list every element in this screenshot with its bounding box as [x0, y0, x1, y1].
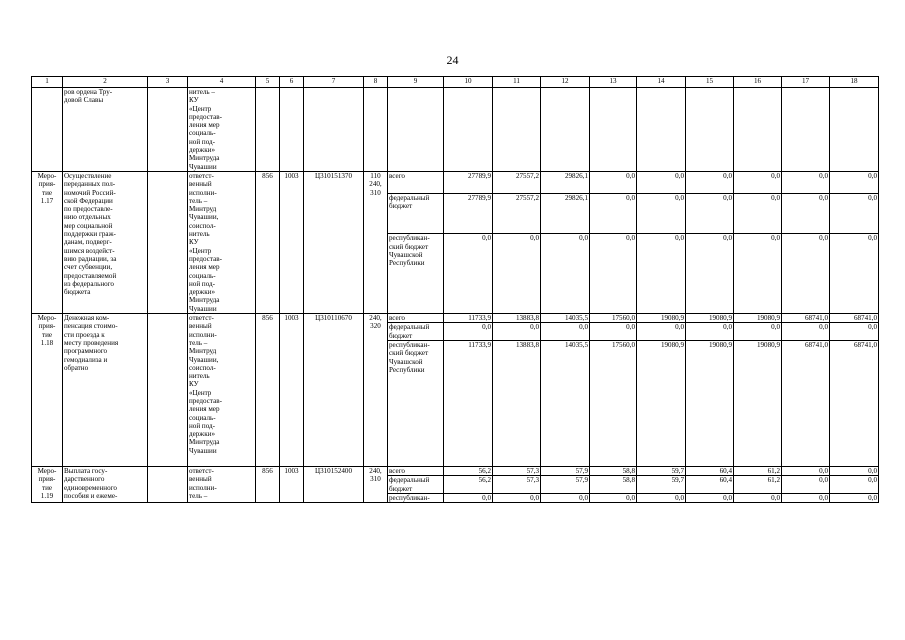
text-line: нитель –	[189, 88, 215, 96]
target-article-code: Ц310152400	[304, 466, 364, 502]
table-cell	[188, 88, 256, 172]
value-cell: 0,0	[734, 323, 782, 341]
value-cell: 0,0	[541, 234, 590, 314]
value-cell: 68741,0	[830, 340, 879, 466]
text-line: 1.19	[40, 491, 54, 500]
value-cell: 0,0	[782, 466, 830, 475]
value-cell: 13883,8	[493, 340, 541, 466]
table-cell	[637, 88, 686, 172]
table-cell	[364, 88, 388, 172]
text-line: соиспол-	[189, 221, 216, 230]
value-cell: 0,0	[686, 193, 734, 234]
text-line: вию радиации, за	[64, 254, 117, 263]
value-cell: 0,0	[734, 493, 782, 502]
activity-name	[63, 466, 148, 502]
text-line: шимся воздейст-	[64, 246, 115, 255]
text-line: Республики	[389, 259, 425, 268]
value-cell: 0,0	[830, 234, 879, 314]
value-cell: 58,8	[590, 476, 637, 494]
value-cell: 59,7	[637, 476, 686, 494]
expense-type-code	[364, 171, 388, 313]
text-line: ления мер	[189, 263, 220, 272]
grbs-code: 856	[256, 466, 280, 502]
text-line: тель –	[189, 491, 208, 500]
value-cell: 0,0	[782, 476, 830, 494]
value-cell: 0,0	[590, 323, 637, 341]
text-line: держки»	[189, 288, 215, 297]
value-cell: 57,3	[493, 476, 541, 494]
table-cell	[388, 88, 444, 172]
text-line: 240,	[369, 466, 382, 475]
value-cell: 56,2	[444, 466, 493, 475]
column-number: 17	[782, 77, 830, 88]
text-line: дарственного	[64, 475, 105, 484]
text-line: держки»	[189, 146, 215, 155]
value-cell: 11733,9	[444, 314, 493, 323]
text-line: республикан-	[389, 493, 430, 502]
text-line: Республики	[389, 365, 425, 374]
text-line: 240,	[369, 314, 382, 323]
value-cell: 0,0	[830, 323, 879, 341]
value-cell: 19080,9	[734, 340, 782, 466]
text-line: КУ	[189, 380, 199, 389]
column-number: 8	[364, 77, 388, 88]
funding-source	[388, 171, 444, 193]
text-line: Минтруда	[189, 296, 220, 305]
text-line: нию отдельных	[64, 213, 111, 222]
section-code: 1003	[280, 314, 304, 467]
funding-source	[388, 314, 444, 323]
value-cell: 0,0	[734, 171, 782, 193]
text-line: Осуществление	[64, 171, 112, 180]
value-cell: 60,4	[686, 466, 734, 475]
value-cell: 27789,9	[444, 171, 493, 193]
text-line: поддержки граж-	[64, 230, 116, 239]
value-cell: 14035,5	[541, 314, 590, 323]
expense-type-code	[364, 314, 388, 467]
value-cell: 0,0	[444, 234, 493, 314]
funding-source	[388, 476, 444, 494]
activity-number	[32, 466, 63, 502]
column-number: 2	[63, 77, 148, 88]
text-line: исполни-	[189, 483, 217, 492]
responsible-executor	[188, 466, 256, 502]
value-cell: 0,0	[686, 323, 734, 341]
text-line: ления мер	[189, 121, 220, 130]
value-cell: 0,0	[444, 323, 493, 341]
funding-source	[388, 466, 444, 475]
text-line: социаль-	[189, 271, 216, 280]
text-line: федеральный	[389, 476, 430, 485]
value-cell: 0,0	[493, 493, 541, 502]
section-code: 1003	[280, 171, 304, 313]
table-cell	[304, 88, 364, 172]
text-line: тие	[41, 330, 53, 339]
text-line: 110	[370, 171, 381, 180]
column-number: 12	[541, 77, 590, 88]
text-line: КУ	[189, 238, 199, 247]
text-line: Меро-	[37, 171, 57, 180]
text-line: Чувашии	[189, 304, 217, 313]
value-cell: 0,0	[637, 493, 686, 502]
value-cell: 0,0	[830, 493, 879, 502]
text-line: всего	[389, 171, 405, 180]
text-line: социаль-	[189, 129, 216, 138]
value-cell: 19080,9	[637, 314, 686, 323]
text-line: обратно	[64, 363, 89, 372]
value-cell: 0,0	[782, 171, 830, 193]
value-cell: 13883,8	[493, 314, 541, 323]
column-number: 14	[637, 77, 686, 88]
value-cell: 0,0	[590, 193, 637, 234]
value-cell: 0,0	[782, 493, 830, 502]
column-number: 15	[686, 77, 734, 88]
text-line: предостав-	[189, 112, 222, 121]
text-line: предостав-	[189, 396, 222, 405]
value-cell: 19080,9	[686, 314, 734, 323]
text-line: 310	[370, 188, 381, 197]
text-line: тель –	[189, 338, 208, 347]
column-number: 9	[388, 77, 444, 88]
text-line: Меро-	[37, 314, 57, 323]
text-line: ский бюджет	[389, 242, 429, 251]
column-number: 7	[304, 77, 364, 88]
text-line: месту проведения	[64, 338, 119, 347]
value-cell: 29826,1	[541, 193, 590, 234]
target-article-code: Ц310110670	[304, 314, 364, 467]
value-cell: 0,0	[493, 323, 541, 341]
activity-name	[63, 314, 148, 467]
budget-table	[31, 76, 879, 503]
text-line: Денежная ком-	[64, 314, 110, 323]
text-line: соиспол-	[189, 363, 216, 372]
continuation-row	[32, 88, 879, 172]
value-cell: 0,0	[734, 234, 782, 314]
text-line: прия-	[38, 475, 56, 484]
value-cell: 14035,5	[541, 340, 590, 466]
grbs-code: 856	[256, 314, 280, 467]
value-cell: 0,0	[686, 171, 734, 193]
text-line: бюджет	[389, 201, 413, 210]
table-cell	[256, 88, 280, 172]
funding-source	[388, 193, 444, 234]
value-cell: 0,0	[590, 493, 637, 502]
text-line: программного	[64, 347, 108, 356]
text-line: 320	[370, 322, 381, 331]
text-line: ответст-	[189, 314, 214, 323]
text-line: Меро-	[37, 466, 57, 475]
text-line: Чувашии,	[189, 355, 219, 364]
text-line: 1.18	[40, 338, 54, 347]
text-line: республикан-	[389, 234, 430, 243]
activity-number	[32, 171, 63, 313]
text-line: гемодиализа и	[64, 355, 108, 364]
text-line: Минтруд	[189, 347, 217, 356]
column-number: 1	[32, 77, 63, 88]
column-number: 11	[493, 77, 541, 88]
grbs-code: 856	[256, 171, 280, 313]
text-line: «Центр	[189, 388, 212, 397]
value-cell: 61,2	[734, 466, 782, 475]
text-line: Минтруда	[189, 154, 220, 163]
value-cell: 0,0	[830, 476, 879, 494]
text-line: тель –	[189, 196, 208, 205]
funding-source	[388, 323, 444, 341]
text-line: прия-	[38, 322, 56, 331]
text-line: социаль-	[189, 413, 216, 422]
value-cell: 19080,9	[637, 340, 686, 466]
value-cell: 27789,9	[444, 193, 493, 234]
value-cell: 0,0	[782, 234, 830, 314]
value-cell: 58,8	[590, 466, 637, 475]
value-cell: 17560,0	[590, 314, 637, 323]
text-line: бюджета	[64, 288, 91, 297]
value-cell: 61,2	[734, 476, 782, 494]
text-line: 240,	[369, 180, 382, 189]
value-cell: 0,0	[444, 493, 493, 502]
text-line: Чувашии,	[189, 213, 219, 222]
value-cell: 0,0	[830, 466, 879, 475]
text-line: федеральный	[389, 193, 430, 202]
value-cell: 0,0	[686, 234, 734, 314]
value-cell: 0,0	[541, 323, 590, 341]
funding-source	[388, 493, 444, 502]
table-cell	[63, 88, 148, 172]
text-line: пенсация стоимо-	[64, 322, 118, 331]
text-line: нитель	[189, 230, 210, 239]
value-cell: 68741,0	[830, 314, 879, 323]
activity-number	[32, 314, 63, 467]
value-cell: 27557,2	[493, 193, 541, 234]
text-line: нитель	[189, 372, 210, 381]
value-cell: 57,9	[541, 476, 590, 494]
column-number: 18	[830, 77, 879, 88]
text-line: номочий Россий-	[64, 188, 116, 197]
value-cell: 27557,2	[493, 171, 541, 193]
table-cell	[493, 88, 541, 172]
target-article-code: Ц310151370	[304, 171, 364, 313]
value-cell: 19080,9	[734, 314, 782, 323]
header-row	[32, 77, 879, 88]
text-line: республикан-	[389, 340, 430, 349]
text-line: прия-	[38, 180, 56, 189]
text-line: ответст-	[189, 171, 214, 180]
text-line: бюджет	[389, 331, 413, 340]
text-line: переданных пол-	[64, 180, 116, 189]
value-cell: 0,0	[782, 323, 830, 341]
text-line: предоставляемой	[64, 271, 117, 280]
text-line: бюджет	[389, 484, 413, 493]
value-cell: 60,4	[686, 476, 734, 494]
text-line: Чувашии	[189, 162, 217, 171]
text-line: венный	[189, 475, 212, 484]
value-cell: 0,0	[830, 171, 879, 193]
column-number: 13	[590, 77, 637, 88]
value-cell: 0,0	[590, 171, 637, 193]
activity-name	[63, 171, 148, 313]
text-line: Минтруда	[189, 438, 220, 447]
text-line: сти проезда к	[64, 330, 105, 339]
text-line: «Центр	[189, 246, 212, 255]
value-cell: 0,0	[637, 171, 686, 193]
table-row	[32, 466, 879, 475]
page-number: 24	[446, 53, 459, 67]
text-line: венный	[189, 322, 212, 331]
text-line: «Центр	[189, 104, 212, 113]
text-line: ответст-	[189, 466, 214, 475]
value-cell: 17560,0	[590, 340, 637, 466]
text-line: ров ордена Тру-	[64, 88, 113, 96]
text-line: КУ	[189, 96, 199, 105]
value-cell: 56,2	[444, 476, 493, 494]
text-line: ной под-	[189, 279, 216, 288]
table-cell	[148, 171, 188, 313]
value-cell: 57,3	[493, 466, 541, 475]
value-cell: 0,0	[493, 234, 541, 314]
table-cell	[590, 88, 637, 172]
value-cell: 59,7	[637, 466, 686, 475]
text-line: данам, подверг-	[64, 238, 112, 247]
table-cell	[782, 88, 830, 172]
text-line: держки»	[189, 430, 215, 439]
text-line: ский бюджет	[389, 349, 429, 358]
value-cell: 11733,9	[444, 340, 493, 466]
text-line: ления мер	[189, 405, 220, 414]
text-line: Чувашской	[389, 357, 423, 366]
column-number: 3	[148, 77, 188, 88]
value-cell: 0,0	[637, 234, 686, 314]
text-line: всего	[389, 466, 405, 475]
table-cell	[148, 88, 188, 172]
table-cell	[280, 88, 304, 172]
table-cell	[148, 466, 188, 502]
text-line: Чувашской	[389, 251, 423, 260]
text-line: мер социальной	[64, 221, 113, 230]
column-number: 4	[188, 77, 256, 88]
text-line: Чувашии	[189, 446, 217, 455]
text-line: исполни-	[189, 330, 217, 339]
responsible-executor	[188, 171, 256, 313]
column-number: 16	[734, 77, 782, 88]
value-cell: 0,0	[782, 193, 830, 234]
table-cell	[32, 88, 63, 172]
value-cell: 0,0	[686, 493, 734, 502]
table-row	[32, 314, 879, 323]
value-cell: 0,0	[637, 323, 686, 341]
table-cell	[686, 88, 734, 172]
funding-source	[388, 234, 444, 314]
text-line: Минтруд	[189, 205, 217, 214]
text-line: 1.17	[40, 196, 54, 205]
column-number: 5	[256, 77, 280, 88]
value-cell: 0,0	[541, 493, 590, 502]
value-cell: 0,0	[830, 193, 879, 234]
table-cell	[830, 88, 879, 172]
value-cell: 0,0	[637, 193, 686, 234]
text-line: исполни-	[189, 188, 217, 197]
column-number: 10	[444, 77, 493, 88]
expense-type-code	[364, 466, 388, 502]
text-line: довой Славы	[64, 96, 104, 105]
text-line: счет субвенции,	[64, 263, 113, 272]
text-line: 310	[370, 475, 381, 484]
text-line: ной под-	[189, 421, 216, 430]
text-line: венный	[189, 180, 212, 189]
section-code: 1003	[280, 466, 304, 502]
funding-source	[388, 340, 444, 466]
responsible-executor	[188, 314, 256, 467]
column-number: 6	[280, 77, 304, 88]
text-line: из федерального	[64, 279, 114, 288]
value-cell: 0,0	[734, 193, 782, 234]
text-line: ной под-	[189, 137, 216, 146]
value-cell: 19080,9	[686, 340, 734, 466]
text-line: единовременного	[64, 483, 117, 492]
text-line: по предоставле-	[64, 205, 113, 214]
table-row	[32, 171, 879, 193]
text-line: пособия и ежеме-	[64, 491, 118, 500]
text-line: тие	[41, 188, 53, 197]
text-line: ской Федерации	[64, 196, 113, 205]
text-line: федеральный	[389, 323, 430, 332]
table-cell	[148, 314, 188, 467]
table-cell	[444, 88, 493, 172]
value-cell: 0,0	[590, 234, 637, 314]
table-cell	[734, 88, 782, 172]
value-cell: 68741,0	[782, 314, 830, 323]
value-cell: 29826,1	[541, 171, 590, 193]
text-line: Выплата госу-	[64, 466, 108, 475]
table-cell	[541, 88, 590, 172]
text-line: тие	[41, 483, 53, 492]
text-line: предостав-	[189, 254, 222, 263]
text-line: всего	[389, 314, 405, 323]
value-cell: 57,9	[541, 466, 590, 475]
value-cell: 68741,0	[782, 340, 830, 466]
